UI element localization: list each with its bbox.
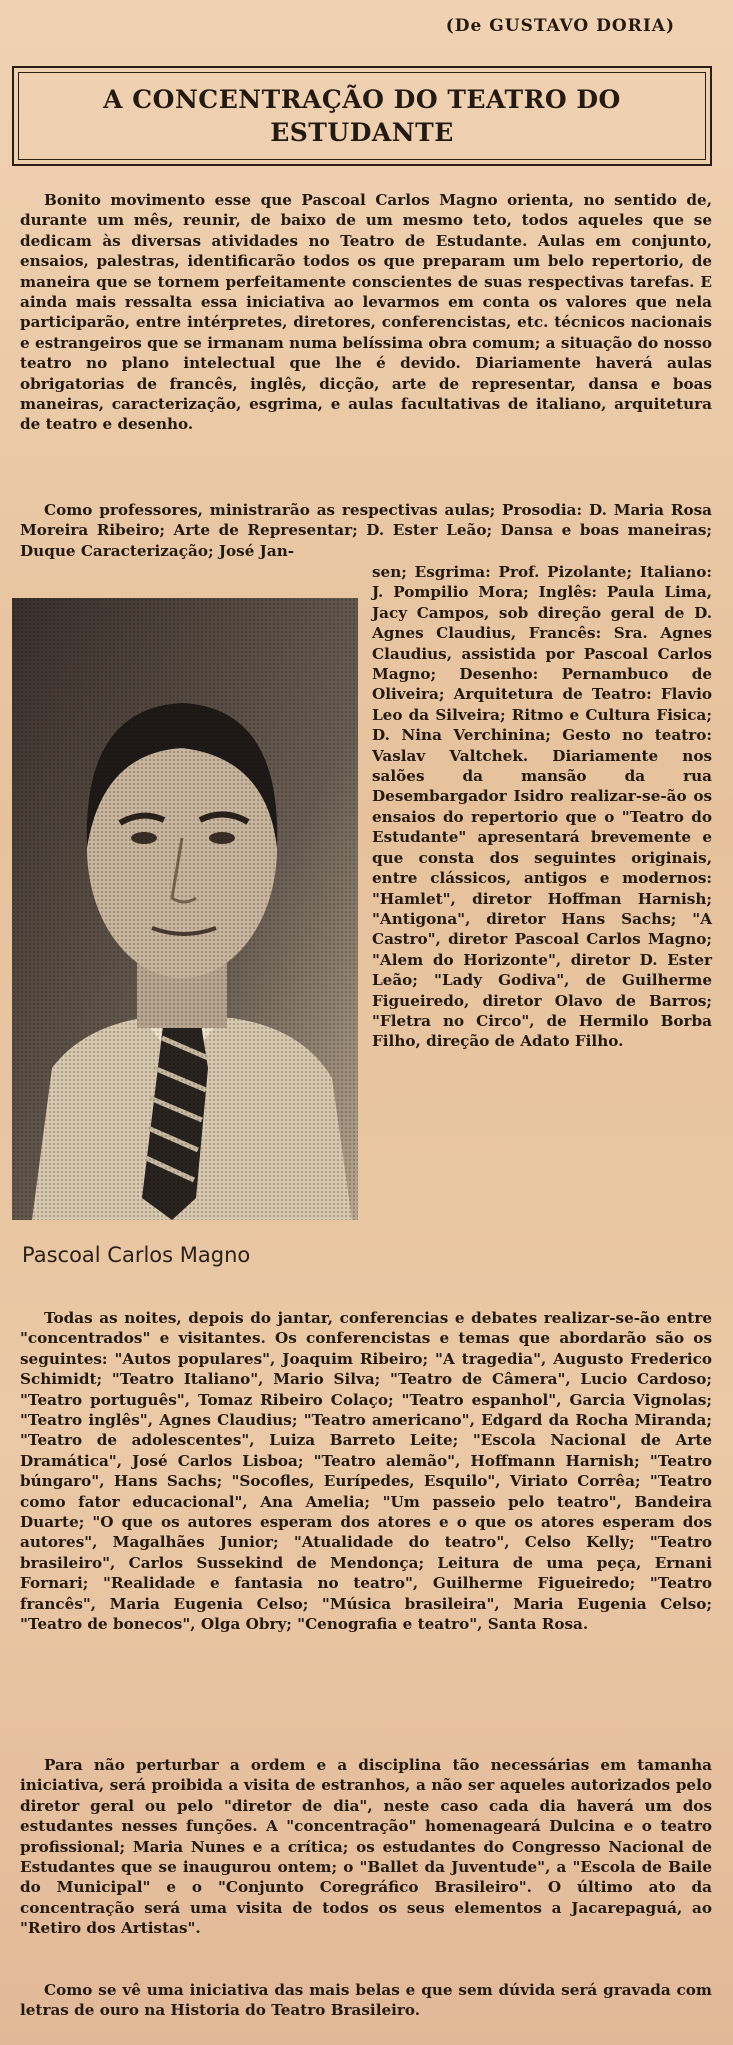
portrait-image: [12, 598, 358, 1220]
paragraph-intro: [20, 190, 712, 435]
paragraph-professors-side-text: sen; Esgrima: Prof. Pizolante; Italiano: J. Pompilio Mora; Inglês: Paula Lima, Jacy Campos, sob direção geral de D. Agnes Claudius, Francês: Sra. Agnes Claudius, assistida por Pascoal Carlos Magno; Desenho: Pernambuco de Oliveira; Arquitetura de Teatro: Flavio Leo da Silveira; Ritmo e Cultura Fisica; D. Nina Verchinina; Gesto no teatro: Vaslav Valtchek. Diariamente nos salões da mansão da rua Desembargador Isidro realizar-se-ão os ensaios do repertorio que o "Teatro do Estudante" apresentará brevemente e que consta dos seguintes originais, entre clássicos, antigos e modernos: "Hamlet", diretor Hoffman Harnish; "Antigona", diretor Hans Sachs; "A Castro", diretor Pascoal Carlos Magno; "Alem do Horizonte", diretor D. Ester Leão; "Lady Godiva", de Guilherme Figueiredo, diretor Olavo de Barros; "Fletra no Circo", de Hermilo Borba Filho, direção de Adato Filho.: [372, 563, 712, 1051]
paragraph-conferences: [20, 1308, 712, 1635]
paragraph-intro-text: Bonito movimento esse que Pascoal Carlos Magno orienta, no sentido de, durante um mês, reunir, de baixo de um mesmo teto, todos aqueles que se dedicam às diversas atividades no Teatro de Estudante. Aulas em conjunto, ensaios, palestras, identificarão todos os que preparam um belo repertorio, de maneira que se tornem perfeitamente conscientes de suas respectivas tarefas. E ainda mais ressalta essa iniciativa ao levarmos em conta os valores que nela participarão, entre intérpretes, diretores, conferencistas, etc. técnicos nacionais e estrangeiros que se irmanam numa belíssima obra comum; a situação do nosso teatro no plano intelectual que lhe é devido. Diariamente haverá aulas obrigatorias de francês, inglês, dicção, arte de representar, dansa e boas maneiras, caracterização, esgrima, e aulas facultativas de italiano, arquitetura de teatro e desenho.: [20, 191, 712, 434]
paragraph-conferences-text: Todas as noites, depois do jantar, conferencias e debates realizar-se-ão entre "concentrados" e visitantes. Os conferencistas e temas que abordarão são os seguintes: "Autos populares", Joaquim Ribeiro; "A tragedia", Augusto Frederico Schimidt; "Teatro Italiano", Mario Silva; "Teatro de Câmera", Lucio Cardoso; "Teatro português", Tomaz Ribeiro Colaço; "Teatro espanhol", Garcia Vignolas; "Teatro inglês", Agnes Claudius; "Teatro americano", Edgard da Rocha Miranda; "Teatro de adolescentes", Luiza Barreto Leite; "Escola Nacional de Arte Dramática", José Carlos Lisboa; "Teatro alemão", Hoffmann Harnish; "Teatro búngaro", Hans Sachs; "Socofles, Eurípedes, Esquilo", Viriato Corrêa; "Teatro como fator educacional", Ana Amelia; "Um passeio pelo teatro", Bandeira Duarte; "O que os autores esperam dos atores e o que os atores esperam dos autores", Magalhães Junior; "Atualidade do teatro", Celso Kelly; "Teatro brasileiro", Carlos Sussekind de Mendonça; Leitura de uma peça, Ernani Fornari; "Realidade e fantasia no teatro", Guilherme Figueiredo; "Teatro francês", Maria Eugenia Celso; "Música brasileira", Maria Eugenia Celso; "Teatro de bonecos", Olga Obry; "Cenografia e teatro", Santa Rosa.: [20, 1309, 712, 1634]
paragraph-rules-text: Para não perturbar a ordem e a disciplina tão necessárias em tamanha iniciativa, será proibida a visita de estranhos, a não ser aqueles autorizados pelo diretor geral ou pelo "diretor de dia", neste caso cada dia haverá um dos estudantes nesses funções. A "concentração" homenageará Dulcina e o teatro profissional; Maria Nunes e a crítica; os estudantes do Congresso Nacional de Estudantes que se inaugurou ontem; o "Ballet da Juventude", a "Escola de Baile do Municipal" e o "Conjunto Coregráfico Brasileiro". O último ato da concentração será uma visita de todos os seus elementos a Jacarepaguá, ao "Retiro dos Artistas".: [20, 1756, 712, 1938]
headline-frame: [12, 66, 712, 166]
portrait-photo: [12, 598, 358, 1220]
paragraph-closing-text: Como se vê uma iniciativa das mais belas e que sem dúvida será gravada com letras de ouro na Historia do Teatro Brasileiro.: [20, 1981, 712, 2020]
photo-caption: Pascoal Carlos Magno: [22, 1243, 251, 1267]
paragraph-professors-top-text: Como professores, ministrarão as respectivas aulas; Prosodia: D. Maria Rosa Moreira Ribeiro; Arte de Representar; D. Ester Leão; Dansa e boas maneiras; Duque Caracterização; José Jan-: [20, 501, 712, 560]
paragraph-professors-side: [372, 562, 712, 1052]
paragraph-rules: [20, 1755, 712, 1939]
headline: A CONCENTRAÇÃO DO TEATRO DO ESTUDANTE: [103, 85, 621, 147]
paragraph-professors-top: [20, 500, 712, 561]
paragraph-closing: [20, 1980, 712, 2021]
byline: (De GUSTAVO DORIA): [445, 16, 675, 36]
